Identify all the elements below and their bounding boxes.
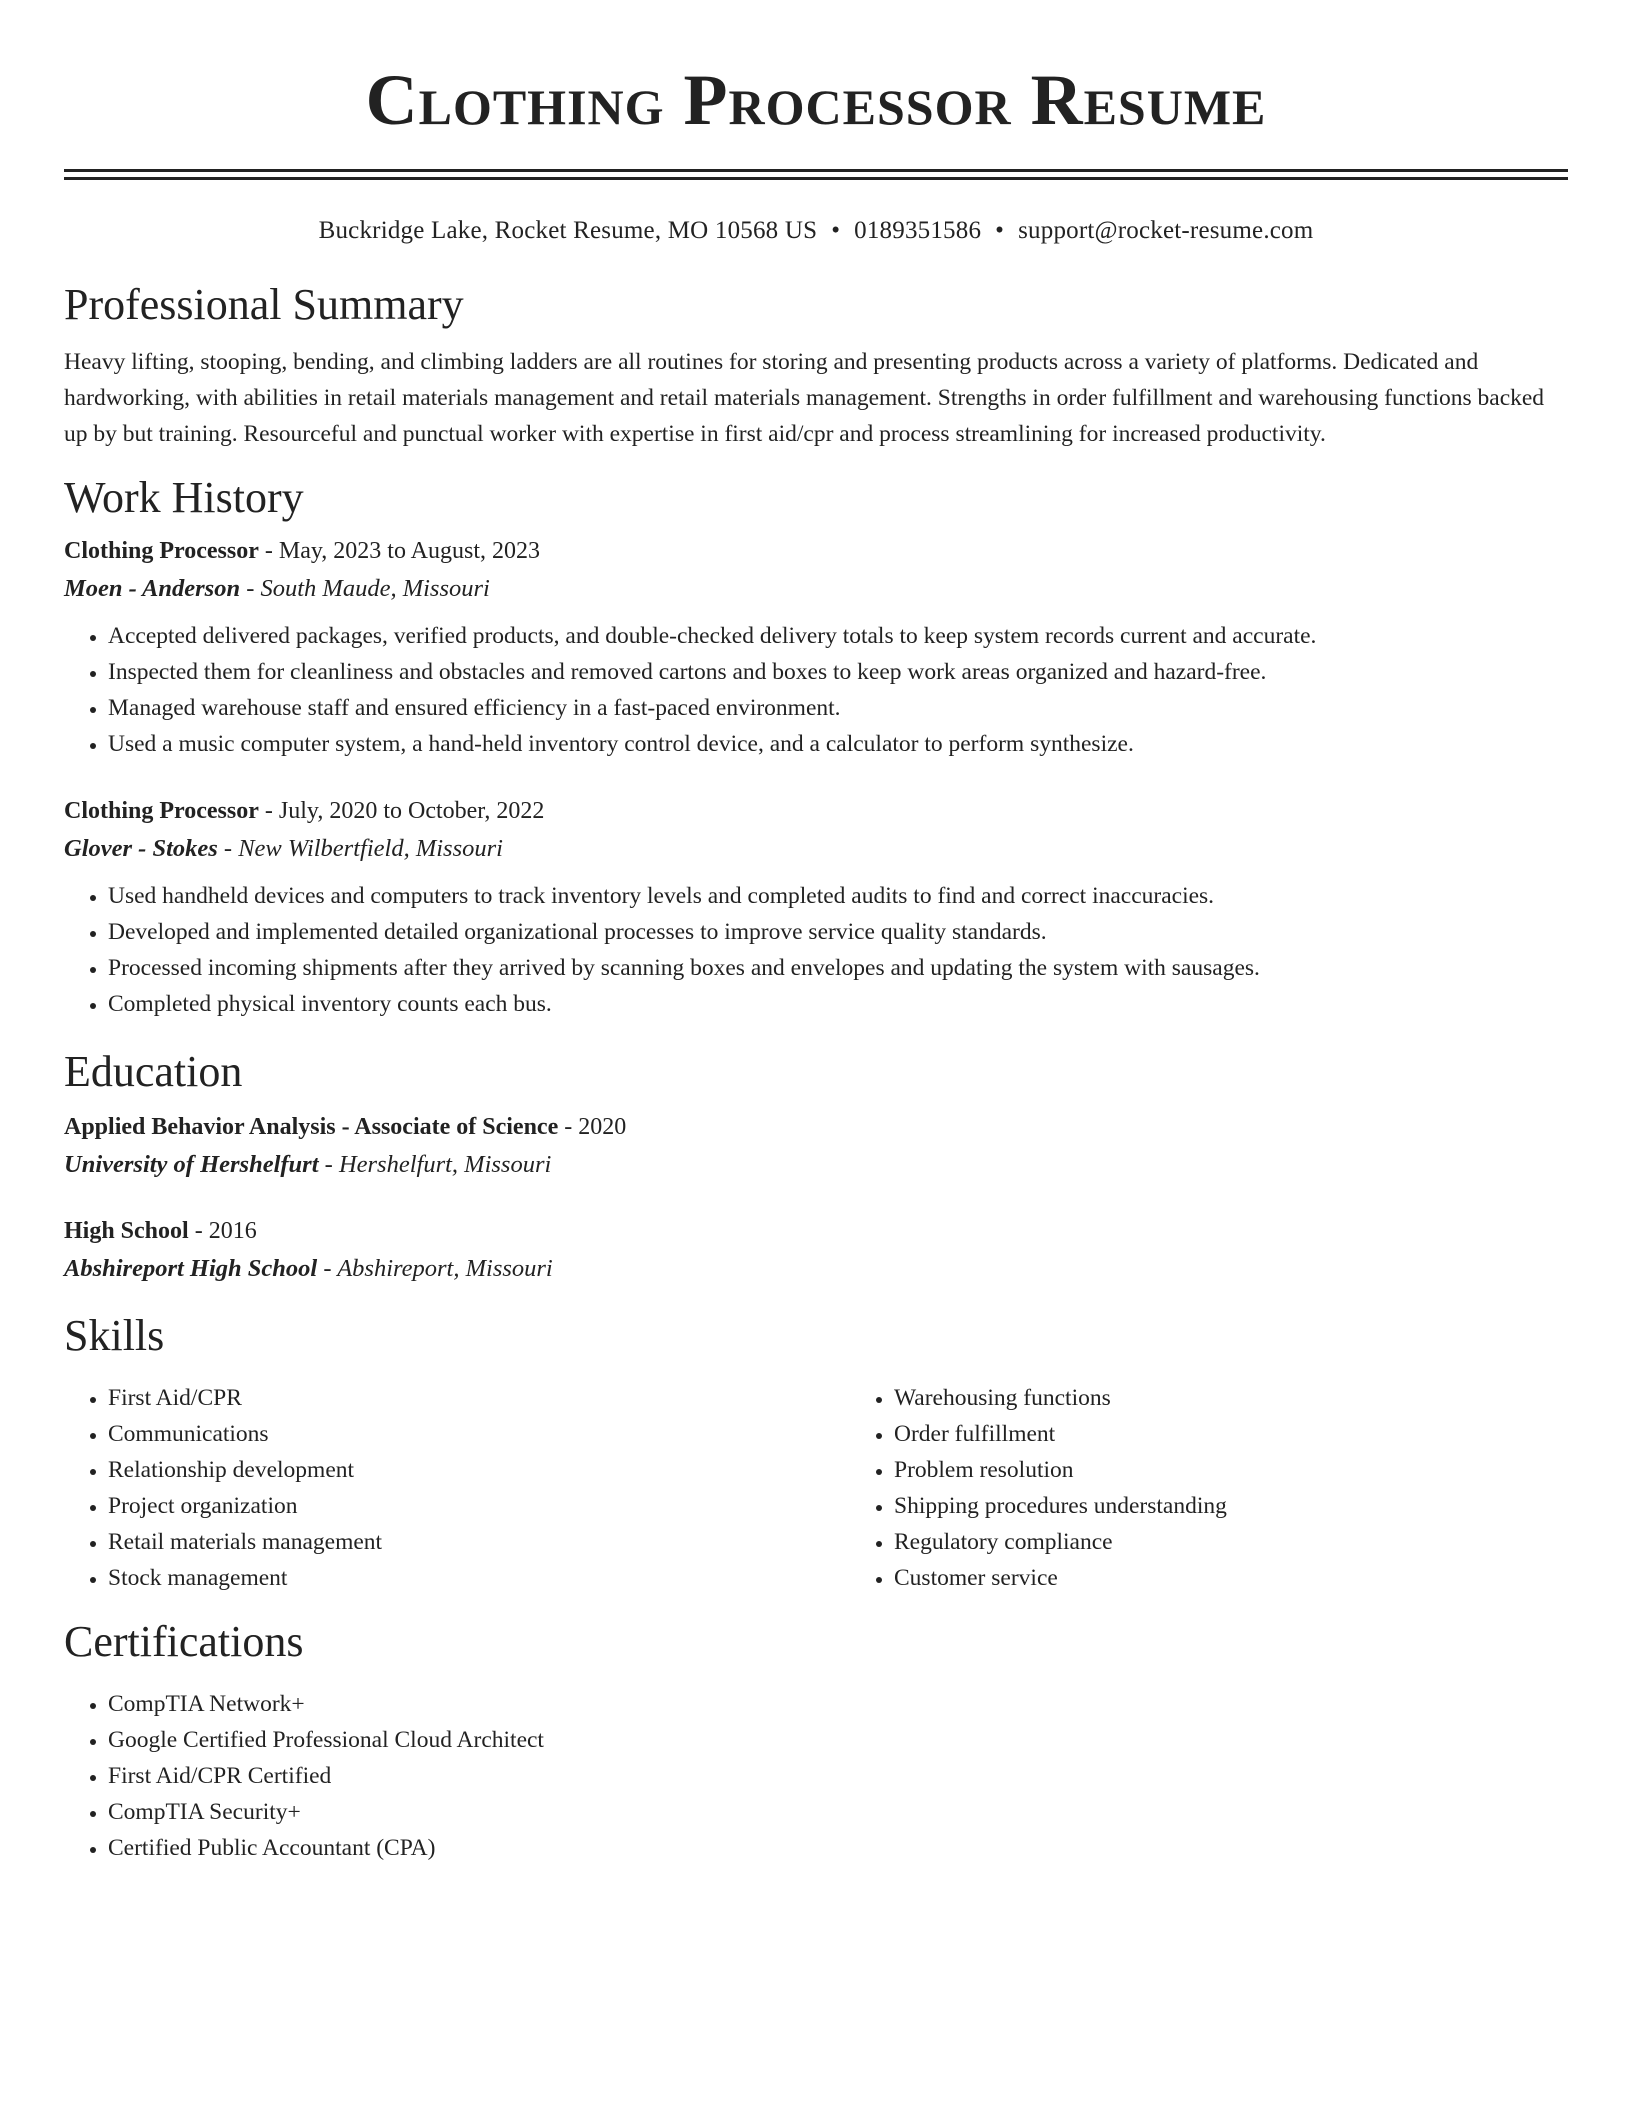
education-entry	[64, 1110, 1568, 1182]
education-degree: High School	[64, 1218, 189, 1244]
list-item: • CompTIA Network+	[108, 1686, 1568, 1722]
education-heading: Education	[64, 1047, 243, 1096]
skills-list-right	[850, 1380, 1227, 1596]
summary-heading: Professional Summary	[64, 280, 464, 329]
list-item: • CompTIA Security+	[108, 1794, 1568, 1830]
list-item: • Google Certified Professional Cloud Architect	[108, 1722, 1568, 1758]
contact-email: support@rocket-resume.com	[1018, 217, 1314, 244]
summary-text: Heavy lifting, stooping, bending, and climbing ladders are all routines for storing and presenting products across a variety of platforms. Dedicated and hardworking, with abilities in retail materials management and retail materials management. Strengths in order fulfillment and warehousing functions backed up by but training. Resourceful and punctual worker with expertise in first aid/cpr and process streamlining for increased productivity.	[64, 349, 1545, 447]
education-location: - Hershelfurt, Missouri	[318, 1151, 552, 1178]
skills-heading: Skills	[64, 1311, 165, 1360]
job-title: Clothing Processor	[64, 538, 259, 564]
work-history-heading: Work History	[64, 473, 304, 522]
contact-phone: 0189351586	[854, 217, 982, 244]
education-year: - 2016	[188, 1218, 257, 1244]
list-item: • Customer service	[894, 1560, 1227, 1596]
list-item: • Warehousing functions	[894, 1380, 1227, 1416]
list-item: • Accepted delivered packages, verified products, and double-checked delivery totals to keep system records current and accurate.	[108, 618, 1568, 654]
job-header	[64, 534, 1568, 568]
list-item: • Processed incoming shipments after they arrived by scanning boxes and envelopes and updating the system with sausages.	[108, 950, 1568, 986]
resume-title: Clothing Processor Resume	[365, 60, 1267, 140]
list-item: • Project organization	[108, 1488, 850, 1524]
certifications-list	[64, 1686, 1568, 1866]
contact-address: Buckridge Lake, Rocket Resume, MO 10568 US	[318, 217, 818, 244]
job-location: - New Wilbertfield, Missouri	[217, 835, 503, 862]
contact-separator: •	[995, 217, 1005, 244]
job-duties-list	[64, 618, 1568, 762]
education-year: - 2020	[558, 1114, 627, 1140]
education-degree: Applied Behavior Analysis - Associate of Science	[64, 1114, 559, 1140]
contact-separator: •	[831, 217, 841, 244]
list-item: • First Aid/CPR	[108, 1380, 850, 1416]
list-item: • Stock management	[108, 1560, 850, 1596]
job-entry	[64, 794, 1568, 1022]
education-school: Abshireport High School	[64, 1255, 318, 1282]
job-company-line	[64, 832, 1568, 866]
education-location: - Abshireport, Missouri	[317, 1255, 553, 1282]
job-title: Clothing Processor	[64, 798, 259, 824]
job-duties-list	[64, 878, 1568, 1022]
list-item: • Order fulfillment	[894, 1416, 1227, 1452]
education-degree-line	[64, 1110, 1568, 1144]
list-item: • Certified Public Accountant (CPA)	[108, 1830, 1568, 1866]
education-degree-line	[64, 1214, 1568, 1248]
job-dates: - May, 2023 to August, 2023	[258, 538, 540, 564]
list-item: • Used handheld devices and computers to track inventory levels and completed audits to find and correct inaccuracies.	[108, 878, 1568, 914]
education-school-line	[64, 1252, 1568, 1286]
list-item: • Developed and implemented detailed organizational processes to improve service quality standards.	[108, 914, 1568, 950]
contact-line	[64, 216, 1568, 246]
certifications-heading: Certifications	[64, 1617, 304, 1666]
list-item: • Problem resolution	[894, 1452, 1227, 1488]
title-rule-bottom	[64, 177, 1568, 180]
list-item: • Retail materials management	[108, 1524, 850, 1560]
list-item: • First Aid/CPR Certified	[108, 1758, 1568, 1794]
job-location: - South Maude, Missouri	[240, 575, 490, 602]
job-company: Glover - Stokes	[64, 835, 218, 862]
list-item: • Shipping procedures understanding	[894, 1488, 1227, 1524]
list-item: • Managed warehouse staff and ensured efficiency in a fast-paced environment.	[108, 690, 1568, 726]
list-item: • Communications	[108, 1416, 850, 1452]
job-company: Moen - Anderson	[64, 575, 241, 602]
job-dates: - July, 2020 to October, 2022	[258, 798, 545, 824]
education-school-line	[64, 1148, 1568, 1182]
skills-list-left	[64, 1380, 850, 1596]
list-item: • Regulatory compliance	[894, 1524, 1227, 1560]
title-rule-top	[64, 169, 1568, 172]
education-school: University of Hershelfurt	[64, 1151, 319, 1178]
list-item: • Relationship development	[108, 1452, 850, 1488]
education-entry	[64, 1214, 1568, 1286]
job-company-line	[64, 572, 1568, 606]
job-header	[64, 794, 1568, 828]
skills-grid	[64, 1380, 1568, 1596]
list-item: • Completed physical inventory counts each bus.	[108, 986, 1568, 1022]
job-entry	[64, 534, 1568, 762]
list-item: • Used a music computer system, a hand-held inventory control device, and a calculator to perform synthesize.	[108, 726, 1568, 762]
list-item: • Inspected them for cleanliness and obstacles and removed cartons and boxes to keep work areas organized and hazard-free.	[108, 654, 1568, 690]
